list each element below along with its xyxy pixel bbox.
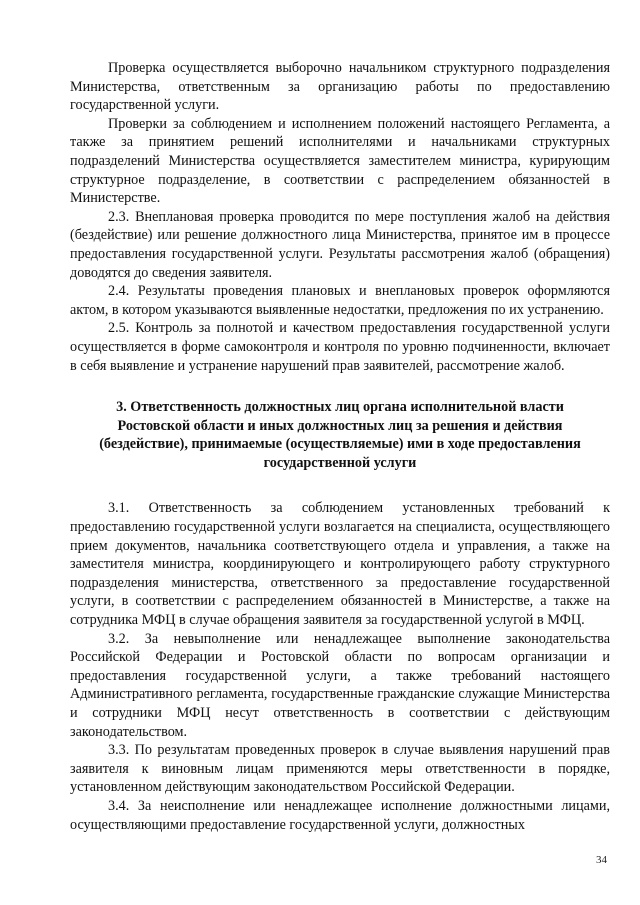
paragraph-2-4: 2.4. Результаты проведения плановых и внеплановых проверок оформляются актом, в котором указываются выявленные недостатки, предложения по их устранению. [70,283,610,318]
paragraph-inspection-deputy: Проверки за соблюдением и исполнением положений настоящего Регламента, а также за принятием решений исполнителями и начальниками структурных подразделений Министерства осуществляется заместителем министра, курирующим структурное подразделение, в соответствии с распределением обязанностей в Министерстве. [70,115,610,207]
paragraph-inspection-selective: Проверка осуществляется выборочно начальником структурного подразделения Министерства, ответственным за организацию работы по предоставлению государственной услуги. [70,60,610,114]
paragraph-3-4: 3.4. За неисполнение или ненадлежащее исполнение должностными лицами, осуществляющими предоставление государственной услуги, должностных [70,797,610,833]
paragraph-3-1: 3.1. Ответственность за соблюдением установленных требований к предоставлению государственной услуги возлагается на специалиста, осуществляющего прием документов, начальника соответствующего отдела и управления, а также на заместителя министра, координирующего и контролирующего работу структурного подразделения министерства, ответственного за предоставление государственной услуги, в соответствии с распределением обязанностей в Министерстве, а также на сотрудника МФЦ в случае обращения заявителя за государственной услугой в МФЦ. [70,500,610,629]
paragraph-2-5: 2.5. Контроль за полнотой и качеством предоставления государственной услуги осуществляется в форме самоконтроля и контроля по уровню подчиненности, включает в себя выявление и устранение нарушений прав заявителей, рассмотрение жалоб. [70,320,610,374]
document-body [70,59,610,834]
paragraph-3-2: 3.2. За невыполнение или ненадлежащее выполнение законодательства Российской Федерации и Ростовской области по вопросам организации и предоставления государственной услуги, а также требований настоящего Административного регламента, государственные гражданские служащие Министерства и сотрудники МФЦ несут ответственность в соответствии с действующим законодательством. [70,630,610,740]
paragraph-2-3: 2.3. Внеплановая проверка проводится по мере поступления жалоб на действия (бездействие) или решение должностного лица Министерства, принятое им в процессе предоставления государственной услуги. Результаты рассмотрения жалоб (обращения) доводятся до сведения заявителя. [70,208,610,281]
paragraph-3-3: 3.3. По результатам проведенных проверок в случае выявления нарушений прав заявителя к виновным лицам применяются меры ответственности в порядке, установленном действующим законодательством Российской Федерации. [70,742,610,796]
page-number: 34 [596,854,607,866]
section-3-heading: 3. Ответственность должностных лиц органа исполнительной власти Ростовской области и иных должностных лиц за решения и действия (бездействие), принимаемые (осуществляемые) ими в ходе предоставления государственной услуги [99,399,581,471]
